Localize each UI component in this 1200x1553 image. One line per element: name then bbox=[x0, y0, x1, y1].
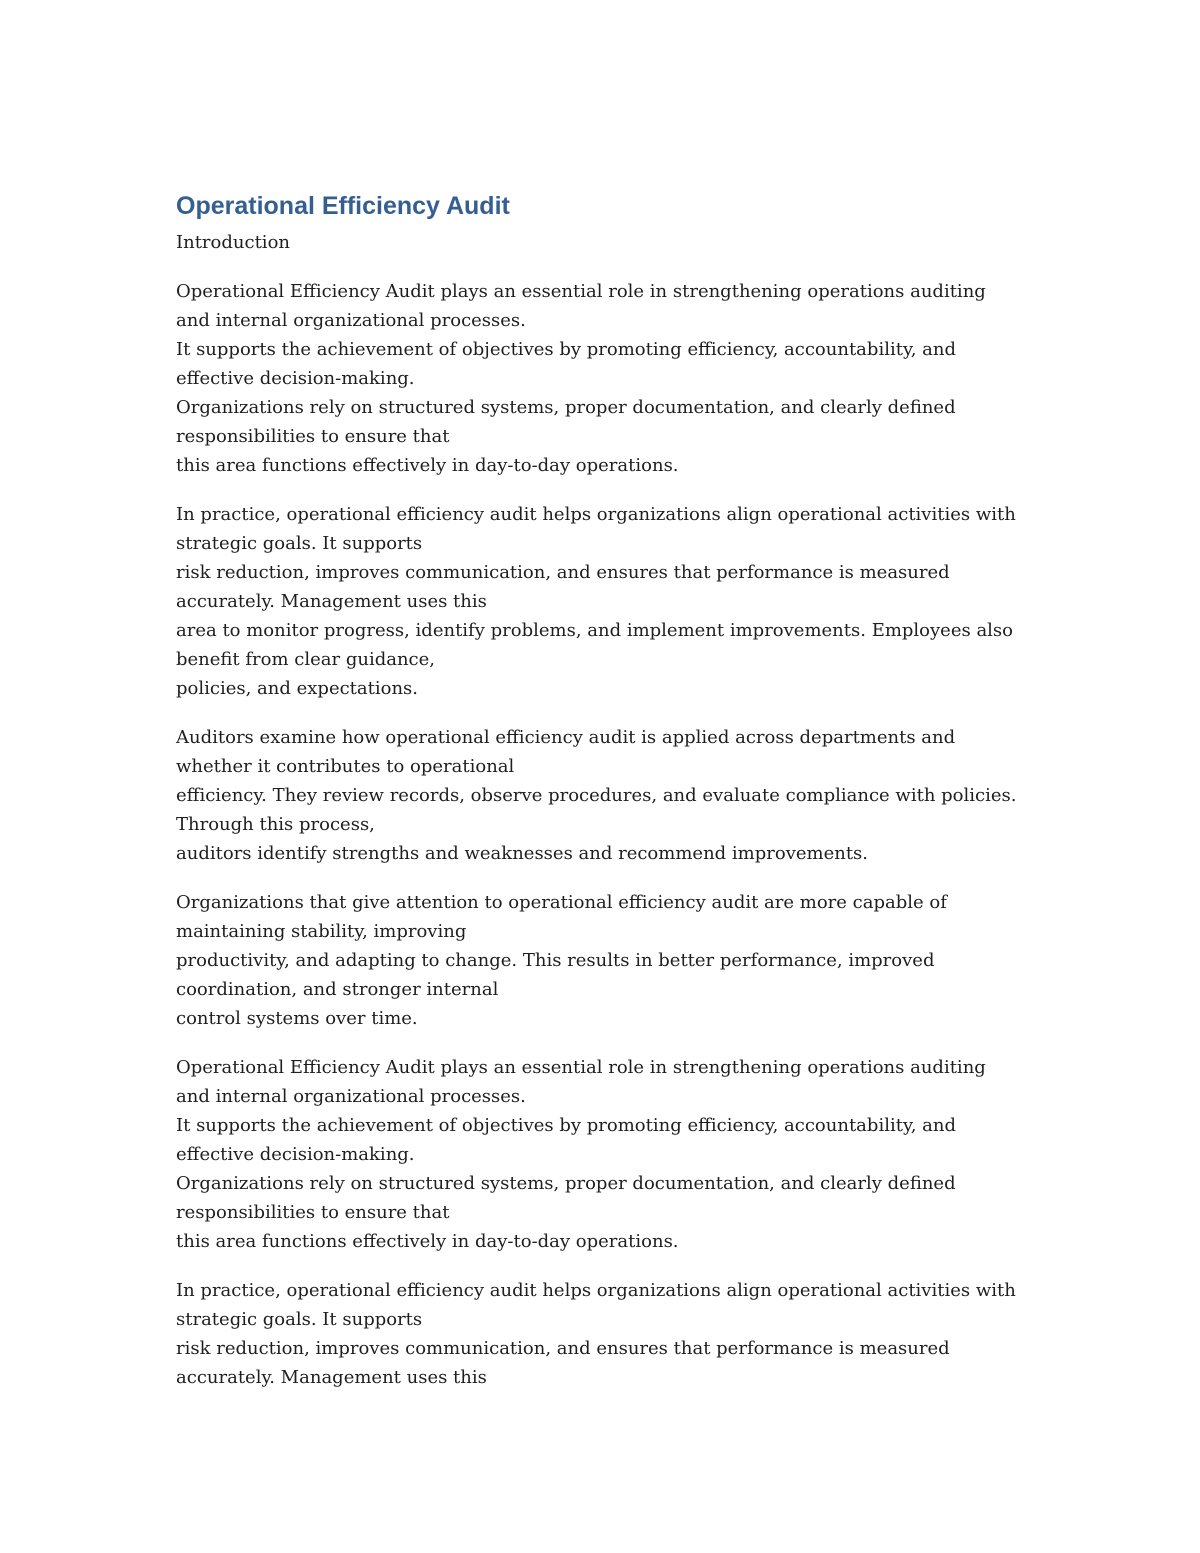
text-line: Organizations rely on structured systems, proper documentation, and clearly defined bbox=[176, 397, 956, 418]
text-line: strategic goals. It supports bbox=[176, 533, 423, 554]
paragraph bbox=[176, 500, 1036, 703]
text-line: whether it contributes to operational bbox=[176, 756, 515, 777]
text-line: Operational Efficiency Audit plays an essential role in strengthening operations auditing bbox=[176, 1057, 986, 1078]
text-line: It supports the achievement of objectives by promoting efficiency, accountability, and bbox=[176, 1115, 957, 1136]
document-body bbox=[176, 189, 1036, 1392]
text-line: strategic goals. It supports bbox=[176, 1309, 423, 1330]
text-line: Organizations rely on structured systems, proper documentation, and clearly defined bbox=[176, 1173, 956, 1194]
text-line: and internal organizational processes. bbox=[176, 1086, 526, 1107]
text-line: responsibilities to ensure that bbox=[176, 426, 450, 447]
text-line: In practice, operational efficiency audit helps organizations align operational activities with bbox=[176, 1280, 1016, 1301]
text-line: auditors identify strengths and weaknesses and recommend improvements. bbox=[176, 843, 869, 864]
text-line: coordination, and stronger internal bbox=[176, 979, 499, 1000]
paragraph bbox=[176, 1276, 1036, 1392]
text-line: Operational Efficiency Audit plays an essential role in strengthening operations auditing bbox=[176, 281, 986, 302]
text-line: accurately. Management uses this bbox=[176, 591, 487, 612]
paragraph bbox=[176, 723, 1036, 868]
text-line: accurately. Management uses this bbox=[176, 1367, 487, 1388]
text-line: productivity, and adapting to change. This results in better performance, improved bbox=[176, 950, 935, 971]
text-line: Auditors examine how operational efficiency audit is applied across departments and bbox=[176, 727, 956, 748]
text-line: and internal organizational processes. bbox=[176, 310, 526, 331]
text-line: risk reduction, improves communication, and ensures that performance is measured bbox=[176, 1338, 950, 1359]
text-line: policies, and expectations. bbox=[176, 678, 419, 699]
text-line: effective decision-making. bbox=[176, 1144, 415, 1165]
text-line: effective decision-making. bbox=[176, 368, 415, 389]
text-line: benefit from clear guidance, bbox=[176, 649, 435, 670]
paragraph bbox=[176, 888, 1036, 1033]
text-line: In practice, operational efficiency audit helps organizations align operational activities with bbox=[176, 504, 1016, 525]
text-line: this area functions effectively in day-to-day operations. bbox=[176, 455, 679, 476]
text-line: this area functions effectively in day-to-day operations. bbox=[176, 1231, 679, 1252]
text-line: Through this process, bbox=[176, 814, 375, 835]
text-line: maintaining stability, improving bbox=[176, 921, 467, 942]
paragraph bbox=[176, 1053, 1036, 1256]
text-line: It supports the achievement of objectives by promoting efficiency, accountability, and bbox=[176, 339, 957, 360]
text-line: risk reduction, improves communication, and ensures that performance is measured bbox=[176, 562, 950, 583]
document-title: Operational Efficiency Audit bbox=[176, 192, 510, 220]
paragraph bbox=[176, 277, 1036, 480]
text-line: Organizations that give attention to operational efficiency audit are more capable of bbox=[176, 892, 947, 913]
text-line: area to monitor progress, identify problems, and implement improvements. Employees also bbox=[176, 620, 1014, 641]
text-line: efficiency. They review records, observe procedures, and evaluate compliance with policies. bbox=[176, 785, 1017, 806]
text-line: control systems over time. bbox=[176, 1008, 418, 1029]
text-line: responsibilities to ensure that bbox=[176, 1202, 450, 1223]
section-heading-introduction: Introduction bbox=[176, 232, 290, 253]
